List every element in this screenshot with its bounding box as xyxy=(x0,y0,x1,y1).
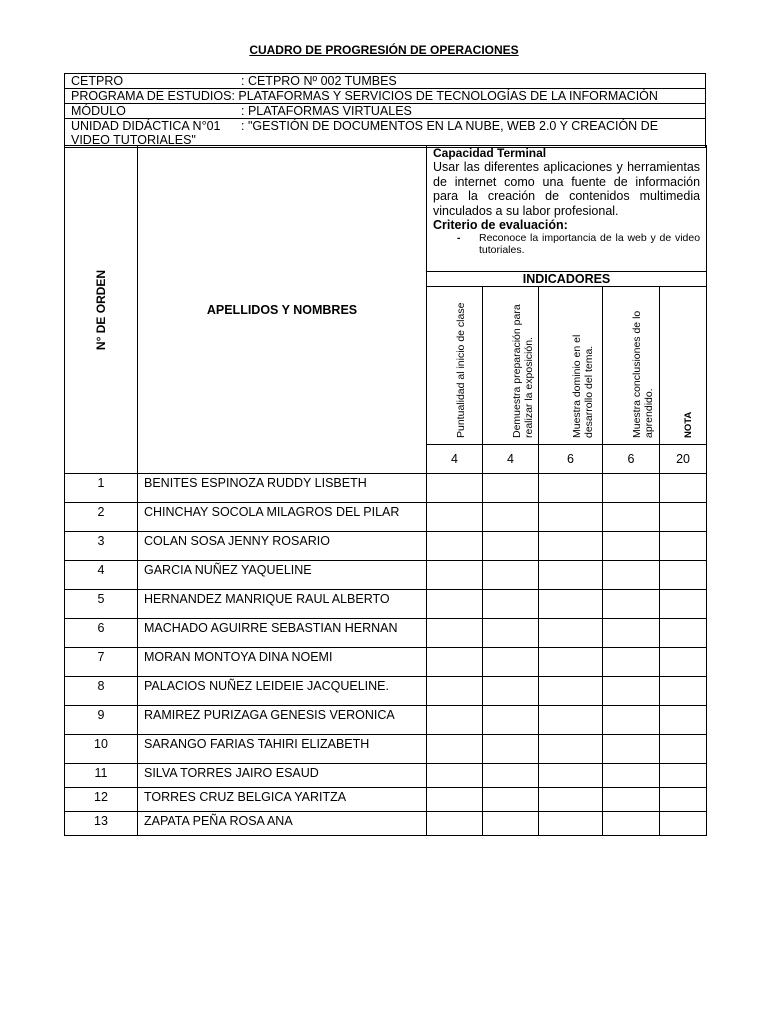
score-cell[interactable] xyxy=(539,474,603,503)
table-row xyxy=(65,561,707,590)
nota-header-cell xyxy=(660,287,707,445)
nota-max-score: 20 xyxy=(660,445,707,474)
score-cell[interactable] xyxy=(483,677,539,706)
nota-cell[interactable] xyxy=(660,619,707,648)
score-cell[interactable] xyxy=(539,677,603,706)
score-cell[interactable] xyxy=(539,532,603,561)
criterio-item xyxy=(457,232,700,256)
score-cell[interactable] xyxy=(539,788,603,812)
student-name: SARANGO FARIAS TAHIRI ELIZABETH xyxy=(138,735,427,764)
table-row xyxy=(65,532,707,561)
student-name: RAMIREZ PURIZAGA GENESIS VERONICA xyxy=(138,706,427,735)
score-cell[interactable] xyxy=(539,561,603,590)
score-cell[interactable] xyxy=(603,619,660,648)
score-cell[interactable] xyxy=(427,648,483,677)
score-cell[interactable] xyxy=(427,677,483,706)
indicator-label: Demuestra preparación para realizar la exposición. xyxy=(510,304,535,438)
indicator-label: Puntualidad al inicio de clase xyxy=(454,302,467,438)
student-name: MACHADO AGUIRRE SEBASTIAN HERNAN xyxy=(138,619,427,648)
table-row xyxy=(65,503,707,532)
nota-cell[interactable] xyxy=(660,764,707,788)
score-cell[interactable] xyxy=(539,764,603,788)
score-cell[interactable] xyxy=(603,648,660,677)
nota-cell[interactable] xyxy=(660,788,707,812)
indicator-header-cell xyxy=(603,287,660,445)
student-name: CHINCHAY SOCOLA MILAGROS DEL PILAR xyxy=(138,503,427,532)
score-cell[interactable] xyxy=(483,812,539,836)
row-number: 6 xyxy=(65,619,138,648)
indicator-max-score: 4 xyxy=(427,445,483,474)
student-name: MORAN MONTOYA DINA NOEMI xyxy=(138,648,427,677)
capacidad-title: Capacidad Terminal xyxy=(433,146,547,160)
score-cell[interactable] xyxy=(483,561,539,590)
score-cell[interactable] xyxy=(483,619,539,648)
score-cell[interactable] xyxy=(427,788,483,812)
table-row xyxy=(65,619,707,648)
indicator-max-score: 6 xyxy=(539,445,603,474)
row-number: 9 xyxy=(65,706,138,735)
score-cell[interactable] xyxy=(603,764,660,788)
modulo-label: MÓDULO xyxy=(71,104,126,118)
programa-row xyxy=(65,89,706,104)
score-cell[interactable] xyxy=(483,706,539,735)
nota-cell[interactable] xyxy=(660,812,707,836)
score-cell[interactable] xyxy=(603,706,660,735)
student-name: GARCIA NUÑEZ YAQUELINE xyxy=(138,561,427,590)
score-cell[interactable] xyxy=(539,590,603,619)
score-cell[interactable] xyxy=(483,764,539,788)
nota-cell[interactable] xyxy=(660,561,707,590)
row-number: 5 xyxy=(65,590,138,619)
row-number: 10 xyxy=(65,735,138,764)
row-number: 12 xyxy=(65,788,138,812)
unidad-row xyxy=(65,119,706,148)
score-cell[interactable] xyxy=(427,503,483,532)
score-cell[interactable] xyxy=(427,735,483,764)
nota-cell[interactable] xyxy=(660,648,707,677)
programa-text: PROGRAMA DE ESTUDIOS: PLATAFORMAS Y SERVICIOS DE TECNOLOGÍAS DE LA INFORMACIÓN xyxy=(71,89,658,103)
indicator-header-cell xyxy=(539,287,603,445)
nota-cell[interactable] xyxy=(660,706,707,735)
student-name: PALACIOS NUÑEZ LEIDEIE JACQUELINE. xyxy=(138,677,427,706)
student-name: HERNANDEZ MANRIQUE RAUL ALBERTO xyxy=(138,590,427,619)
nota-cell[interactable] xyxy=(660,677,707,706)
nota-cell[interactable] xyxy=(660,474,707,503)
score-cell[interactable] xyxy=(603,532,660,561)
score-cell[interactable] xyxy=(539,812,603,836)
nota-cell[interactable] xyxy=(660,735,707,764)
score-cell[interactable] xyxy=(539,735,603,764)
indicator-header-cell xyxy=(427,287,483,445)
nota-cell[interactable] xyxy=(660,532,707,561)
indicator-label: Muestra conclusiones de lo aprendido. xyxy=(631,310,655,438)
score-cell[interactable] xyxy=(427,619,483,648)
score-cell[interactable] xyxy=(483,474,539,503)
score-cell[interactable] xyxy=(483,735,539,764)
table-row xyxy=(65,590,707,619)
score-cell[interactable] xyxy=(603,503,660,532)
score-cell[interactable] xyxy=(539,503,603,532)
table-row xyxy=(65,706,707,735)
score-cell[interactable] xyxy=(539,619,603,648)
score-cell[interactable] xyxy=(427,590,483,619)
score-cell[interactable] xyxy=(603,590,660,619)
orden-header-label: N° DE ORDEN xyxy=(94,269,108,350)
student-name: BENITES ESPINOZA RUDDY LISBETH xyxy=(138,474,427,503)
score-cell[interactable] xyxy=(539,648,603,677)
row-number: 13 xyxy=(65,812,138,836)
cetpro-value: : CETPRO Nº 002 TUMBES xyxy=(241,74,397,88)
score-cell[interactable] xyxy=(483,590,539,619)
score-cell[interactable] xyxy=(603,474,660,503)
criterio-title: Criterio de evaluación: xyxy=(433,218,568,232)
score-cell[interactable] xyxy=(603,735,660,764)
row-number: 11 xyxy=(65,764,138,788)
modulo-value: : PLATAFORMAS VIRTUALES xyxy=(241,104,412,118)
nombres-header: APELLIDOS Y NOMBRES xyxy=(138,146,427,474)
row-number: 8 xyxy=(65,677,138,706)
table-row xyxy=(65,735,707,764)
row-number: 4 xyxy=(65,561,138,590)
score-cell[interactable] xyxy=(483,503,539,532)
evaluation-table xyxy=(64,145,707,836)
score-cell[interactable] xyxy=(603,561,660,590)
unidad-label: UNIDAD DIDÁCTICA N°01 xyxy=(71,119,221,133)
score-cell[interactable] xyxy=(427,764,483,788)
student-name: SILVA TORRES JAIRO ESAUD xyxy=(138,764,427,788)
score-cell[interactable] xyxy=(483,532,539,561)
unidad-value-cont: VIDEO TUTORIALES" xyxy=(71,133,196,147)
cetpro-label: CETPRO xyxy=(71,74,124,88)
score-cell[interactable] xyxy=(427,706,483,735)
row-number: 3 xyxy=(65,532,138,561)
modulo-row xyxy=(65,104,706,119)
score-cell[interactable] xyxy=(427,561,483,590)
score-cell[interactable] xyxy=(427,812,483,836)
score-cell[interactable] xyxy=(603,677,660,706)
capacidad-text: Usar las diferentes aplicaciones y herramientas de internet como una fuente de información para la creación de contenidos multimedia vinculados a su labor profesional. xyxy=(433,160,701,218)
row-number: 2 xyxy=(65,503,138,532)
indicator-label: Muestra dominio en el desarrollo del tema. xyxy=(570,334,595,438)
table-row xyxy=(65,788,707,812)
student-name: ZAPATA PEÑA ROSA ANA xyxy=(138,812,427,836)
row-number: 1 xyxy=(65,474,138,503)
score-cell[interactable] xyxy=(427,474,483,503)
nota-cell[interactable] xyxy=(660,590,707,619)
student-rows xyxy=(65,474,707,836)
orden-header xyxy=(65,146,138,474)
document-title: CUADRO DE PROGRESIÓN DE OPERACIONES xyxy=(249,43,519,57)
score-cell[interactable] xyxy=(603,812,660,836)
indicator-max-score: 4 xyxy=(483,445,539,474)
table-row xyxy=(65,812,707,836)
student-name: TORRES CRUZ BELGICA YARITZA xyxy=(138,788,427,812)
score-cell[interactable] xyxy=(427,532,483,561)
header-info-table xyxy=(64,73,706,148)
score-cell[interactable] xyxy=(483,648,539,677)
indicadores-header: INDICADORES xyxy=(427,272,707,287)
row-number: 7 xyxy=(65,648,138,677)
student-name: COLAN SOSA JENNY ROSARIO xyxy=(138,532,427,561)
table-row xyxy=(65,474,707,503)
nota-label: NOTA xyxy=(683,411,695,438)
score-cell[interactable] xyxy=(539,706,603,735)
criterio-list xyxy=(433,232,700,256)
capacidad-terminal-cell xyxy=(427,146,707,272)
indicator-header-cell xyxy=(483,287,539,445)
table-row xyxy=(65,677,707,706)
criterio-text: Reconoce la importancia de la web y de video tutoriales. xyxy=(479,232,701,256)
cetpro-row xyxy=(65,74,706,89)
table-row xyxy=(65,764,707,788)
criterio-dash: - xyxy=(457,232,461,244)
indicator-max-score: 6 xyxy=(603,445,660,474)
score-cell[interactable] xyxy=(603,788,660,812)
unidad-value: : "GESTIÓN DE DOCUMENTOS EN LA NUBE, WEB 2.0 Y CREACIÓN DE xyxy=(241,119,659,133)
nota-cell[interactable] xyxy=(660,503,707,532)
score-cell[interactable] xyxy=(483,788,539,812)
table-row xyxy=(65,648,707,677)
